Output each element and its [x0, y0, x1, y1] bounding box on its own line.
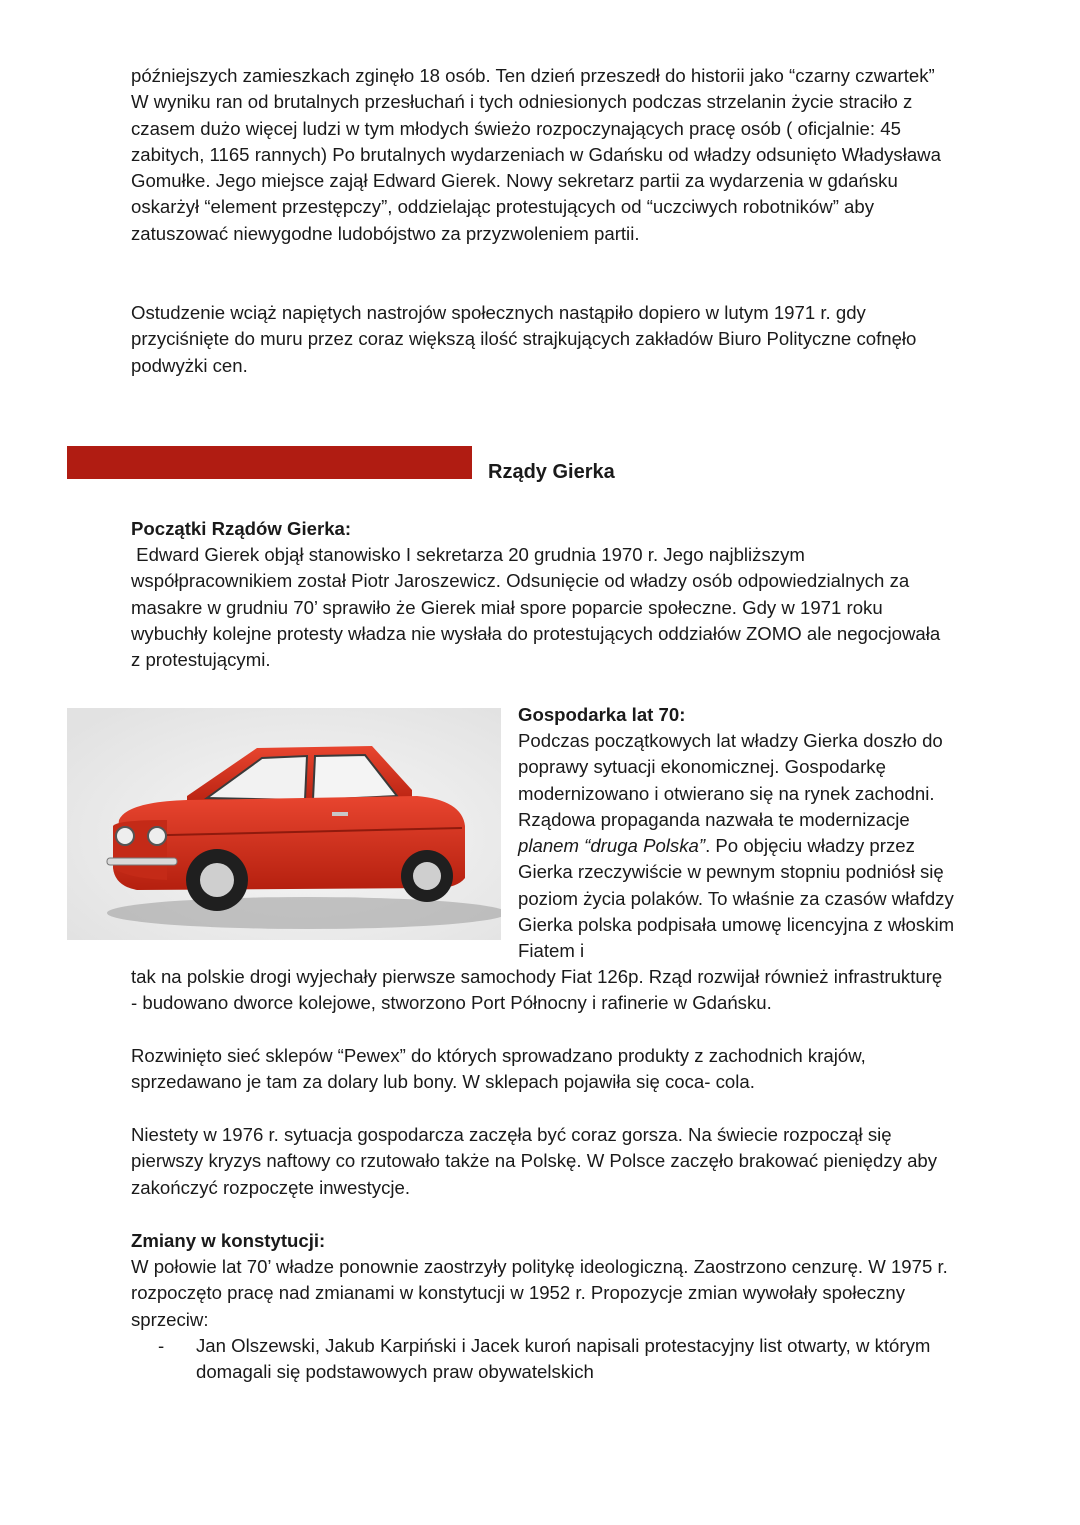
gospodarka-text — [518, 728, 958, 965]
poczatki-text: Edward Gierek objął stanowisko I sekretarza 20 grudnia 1970 r. Jego najbliższym współpracownikiem został Piotr Jaroszewicz. Odsunięcie od władzy osób odpowiedzialnych za masakre w grudniu 70’ sprawiło że Gierek miał spore poparcie społeczne. Gdy w 1971 roku wybuchły kolejne protesty władza nie wysłała do protestujących oddziałów ZOMO ale negocjowała z protestującymi. — [131, 544, 946, 671]
poczatki-heading: Początki Rządów Gierka: — [131, 518, 352, 539]
konstytucja-text: W połowie lat 70’ władze ponownie zaostrzyły politykę ideologiczną. Zaostrzono cenzurę. W 1975 r. rozpoczęto pracę nad zmianami w konstytucji w 1952 r. Propozycje zmian wywołały społeczny sprzeciw: — [131, 1256, 948, 1330]
pewex-paragraph: Rozwinięto sieć sklepów “Pewex” do których sprowadzano produkty z zachodnich krajów, sprzedawano je tam za dolary lub bony. W sklepach pojawiła się coca- cola. — [131, 1045, 866, 1093]
gospodarka-text-a: Podczas początkowych lat władzy Gierka doszło do poprawy sytuacji ekonomicznej. Gospodarkę modernizowano i otwierano się na rynek zachodni. Rządowa propaganda nazwała te modernizacje — [518, 730, 943, 830]
gospodarka-text-full: tak na polskie drogi wyjechały pierwsze samochody Fiat 126p. Rząd rozwijał również infrastrukturę - budowano dworce kolejowe, stworzono Port Północny i rafinerie w Gdańsku. — [131, 966, 943, 1014]
gospodarka-text-b: . Po objęciu władzy przez Gierka rzeczywiście w pewnym stopniu podniósł się poziom życia polaków. To właśnie za czasów włafdzy Gierka polska podpisała umowę licencyjna z włoskim Fiatem i — [518, 835, 955, 962]
section-title: Rządy Gierka — [488, 461, 615, 483]
fiat-126p-image — [67, 708, 501, 940]
konstytucja-heading: Zmiany w konstytucji: — [131, 1230, 326, 1251]
intro-paragraph-1: późniejszych zamieszkach zginęło 18 osób. Ten dzień przeszedł do historii jako “czarny czwartek” W wyniku ran od brutalnych przesłuchań i tych odniesionych podczas strzelanin życie straciło z czasem dużo więcej ludzi w tym młodych świeżo rozpoczynających pracę osób ( oficjalnie: 45 zabitych, 1165 rannych) Po brutalnych wydarzeniach w Gdańsku od władzy odsunięto Władysława Gomułke. Jego miejsce zajął Edward Gierek. Nowy sekretarz partii za wydarzenia w gdańsku oskarżył “element przestępczy”, oddzielając protestujących od “uczciwych robotników” aby zatuszować niewygodne ludobójstwo za przyzwoleniem partii. — [131, 65, 941, 244]
fiat-126p-illustration — [67, 708, 501, 940]
kryzys-paragraph: Niestety w 1976 r. sytuacja gospodarcza zaczęła być coraz gorsza. Na świecie rozpoczął się pierwszy kryzys naftowy co rzutowało także na Polskę. W Polsce zaczęło brakować pieniędzy aby zakończyć rozpoczęte inwestycje. — [131, 1124, 938, 1198]
bullet-marker: - — [158, 1335, 165, 1356]
list-item: Jan Olszewski, Jakub Karpiński i Jacek kuroń napisali protestacyjny list otwarty, w którym domagali się podstawowych praw obywatelskich — [196, 1335, 931, 1383]
gospodarka-heading: Gospodarka lat 70: — [518, 704, 686, 725]
intro-paragraph-2: Ostudzenie wciąż napiętych nastrojów społecznych nastąpiło dopiero w lutym 1971 r. gdy przyciśnięte do muru przez coraz większą ilość strajkujących zakładów Biuro Polityczne cofnęło podwyżki cen. — [131, 302, 917, 376]
section-accent-bar — [67, 446, 472, 479]
gospodarka-text-italic: planem “druga Polska” — [518, 835, 706, 857]
